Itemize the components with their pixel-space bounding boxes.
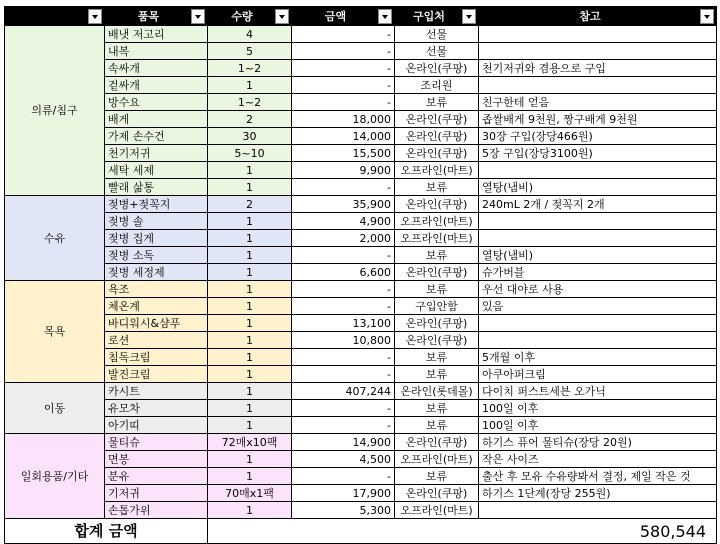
store-cell[interactable]: 오프라인(마트) (395, 502, 479, 519)
store-cell[interactable]: 보류 (395, 400, 479, 417)
item-cell[interactable]: 가제 손수건 (105, 128, 208, 145)
item-cell[interactable]: 발진크림 (105, 366, 208, 383)
category-cell[interactable]: 의류/침구 (5, 26, 105, 196)
amount-cell[interactable]: 13,100 (292, 315, 395, 332)
quantity-cell[interactable]: 1~2 (208, 94, 292, 111)
table-row (5, 230, 717, 247)
store-cell[interactable]: 오프라인(마트) (395, 451, 479, 468)
table-row (5, 332, 717, 349)
quantity-cell[interactable]: 1 (208, 213, 292, 230)
table-row (5, 366, 717, 383)
note-cell[interactable] (479, 162, 717, 179)
header-quantity: 수량 (208, 7, 292, 26)
amount-cell[interactable]: 407,244 (292, 383, 395, 400)
store-cell[interactable]: 온라인(쿠팡) (395, 60, 479, 77)
table-row (5, 94, 717, 111)
quantity-cell[interactable]: 1 (208, 366, 292, 383)
amount-cell[interactable]: - (292, 298, 395, 315)
table-row (5, 434, 717, 451)
header-amount: 금액 (292, 7, 395, 26)
quantity-cell[interactable]: 1 (208, 349, 292, 366)
quantity-cell[interactable]: 1 (208, 230, 292, 247)
note-cell[interactable]: 240mL 2개 / 젖꼭지 2개 (479, 196, 717, 213)
quantity-cell[interactable]: 2 (208, 196, 292, 213)
table-row (5, 128, 717, 145)
quantity-cell[interactable]: 1 (208, 332, 292, 349)
quantity-cell[interactable]: 1 (208, 502, 292, 519)
note-cell[interactable]: 100일 이후 (479, 400, 717, 417)
item-cell[interactable]: 배냇 저고리 (105, 26, 208, 43)
quantity-cell[interactable]: 1 (208, 451, 292, 468)
quantity-cell[interactable]: 1 (208, 468, 292, 485)
quantity-cell[interactable]: 4 (208, 26, 292, 43)
store-cell[interactable]: 온라인(쿠팡) (395, 434, 479, 451)
amount-cell[interactable]: 14,900 (292, 434, 395, 451)
table-row (5, 451, 717, 468)
store-cell[interactable]: 보류 (395, 94, 479, 111)
note-cell[interactable]: 5장 구입(장당3100원) (479, 145, 717, 162)
amount-cell[interactable]: 6,600 (292, 264, 395, 281)
amount-cell[interactable]: - (292, 349, 395, 366)
note-cell[interactable]: 30장 구입(장당466원) (479, 128, 717, 145)
category-cell[interactable]: 일회용품/기타 (5, 434, 105, 519)
note-cell[interactable] (479, 213, 717, 230)
item-cell[interactable]: 배게 (105, 111, 208, 128)
quantity-cell[interactable]: 1 (208, 417, 292, 434)
store-cell[interactable]: 온라인(쿠팡) (395, 315, 479, 332)
note-cell[interactable]: 다이치 퍼스트세븐 오가닉 (479, 383, 717, 400)
store-cell[interactable]: 온라인(쿠팡) (395, 485, 479, 502)
store-cell[interactable]: 선물 (395, 26, 479, 43)
item-cell[interactable]: 물티슈 (105, 434, 208, 451)
table-row (5, 247, 717, 264)
quantity-cell[interactable]: 72매x10팩 (208, 434, 292, 451)
quantity-cell[interactable]: 2 (208, 111, 292, 128)
note-cell[interactable]: 출산 후 모유 수유량봐서 결정, 제일 작은 것 (479, 468, 717, 485)
note-cell[interactable]: 하기스 1단계(장당 255원) (479, 485, 717, 502)
filter-dropdown-icon[interactable] (88, 9, 102, 24)
quantity-cell[interactable]: 1 (208, 264, 292, 281)
item-cell[interactable]: 젖병 집게 (105, 230, 208, 247)
amount-cell[interactable]: - (292, 417, 395, 434)
item-cell[interactable]: 욕조 (105, 281, 208, 298)
table-row (5, 77, 717, 94)
filter-dropdown-icon[interactable] (462, 9, 476, 24)
store-cell[interactable]: 보류 (395, 468, 479, 485)
table-row (5, 196, 717, 213)
quantity-cell[interactable]: 1 (208, 77, 292, 94)
amount-cell[interactable]: - (292, 94, 395, 111)
note-cell[interactable] (479, 26, 717, 43)
store-cell[interactable]: 보류 (395, 179, 479, 196)
item-cell[interactable]: 방수요 (105, 94, 208, 111)
amount-cell[interactable]: - (292, 60, 395, 77)
item-cell[interactable]: 분유 (105, 468, 208, 485)
quantity-cell[interactable]: 5~10 (208, 145, 292, 162)
amount-cell[interactable]: - (292, 400, 395, 417)
table-row (5, 162, 717, 179)
header-category (5, 7, 105, 26)
table-row (5, 298, 717, 315)
item-cell[interactable]: 침독크림 (105, 349, 208, 366)
amount-cell[interactable]: - (292, 77, 395, 94)
quantity-cell[interactable]: 1~2 (208, 60, 292, 77)
store-cell[interactable]: 구입안함 (395, 298, 479, 315)
note-cell[interactable]: 아쿠아퍼크림 (479, 366, 717, 383)
item-cell[interactable]: 면봉 (105, 451, 208, 468)
item-cell[interactable]: 빨래 삶통 (105, 179, 208, 196)
quantity-cell[interactable]: 5 (208, 43, 292, 60)
table-row (5, 468, 717, 485)
amount-cell[interactable]: 18,000 (292, 111, 395, 128)
note-cell[interactable] (479, 77, 717, 94)
store-cell[interactable]: 보류 (395, 247, 479, 264)
note-cell[interactable] (479, 502, 717, 519)
item-cell[interactable]: 젖병 솔 (105, 213, 208, 230)
table-row (5, 485, 717, 502)
item-cell[interactable]: 젖병 소독 (105, 247, 208, 264)
table-row (5, 264, 717, 281)
amount-cell[interactable]: 4,900 (292, 213, 395, 230)
amount-cell[interactable]: - (292, 26, 395, 43)
table-row (5, 145, 717, 162)
amount-cell[interactable]: 35,900 (292, 196, 395, 213)
quantity-cell[interactable]: 1 (208, 179, 292, 196)
item-cell[interactable]: 세탁 세제 (105, 162, 208, 179)
table-row (5, 315, 717, 332)
item-cell[interactable]: 속싸개 (105, 60, 208, 77)
note-cell[interactable] (479, 332, 717, 349)
total-row (5, 519, 717, 544)
filter-dropdown-icon[interactable] (700, 9, 714, 24)
total-label: 합계 금액 (5, 519, 208, 544)
note-cell[interactable]: 열탕(냄비) (479, 247, 717, 264)
store-cell[interactable]: 온라인(쿠팡) (395, 145, 479, 162)
quantity-cell[interactable]: 1 (208, 281, 292, 298)
note-cell[interactable]: 작은 사이즈 (479, 451, 717, 468)
note-cell[interactable]: 슈가버블 (479, 264, 717, 281)
category-cell[interactable]: 이동 (5, 383, 105, 434)
store-cell[interactable]: 온라인(쿠팡) (395, 196, 479, 213)
store-cell[interactable]: 조리원 (395, 77, 479, 94)
item-cell[interactable]: 바디워시&샴푸 (105, 315, 208, 332)
item-cell[interactable]: 젖병+젖꼭지 (105, 196, 208, 213)
amount-cell[interactable]: - (292, 366, 395, 383)
table-row (5, 43, 717, 60)
note-cell[interactable]: 하기스 퓨어 물티슈(장당 20원) (479, 434, 717, 451)
item-cell[interactable]: 천기저귀 (105, 145, 208, 162)
table-row (5, 179, 717, 196)
store-cell[interactable]: 온라인(롯데몰) (395, 383, 479, 400)
store-cell[interactable]: 온라인(쿠팡) (395, 111, 479, 128)
quantity-cell[interactable]: 1 (208, 298, 292, 315)
quantity-cell[interactable]: 1 (208, 400, 292, 417)
item-cell[interactable]: 젖병 세정제 (105, 264, 208, 281)
note-cell[interactable] (479, 230, 717, 247)
amount-cell[interactable]: 14,000 (292, 128, 395, 145)
header-item: 품목 (105, 7, 208, 26)
store-cell[interactable]: 온라인(쿠팡) (395, 264, 479, 281)
category-cell[interactable]: 수유 (5, 196, 105, 281)
header-note: 참고 (479, 7, 717, 26)
note-cell[interactable] (479, 43, 717, 60)
item-cell[interactable]: 유모차 (105, 400, 208, 417)
amount-cell[interactable]: - (292, 179, 395, 196)
amount-cell[interactable]: 5,300 (292, 502, 395, 519)
note-cell[interactable]: 좁쌀배게 9천원, 짱구배게 9천원 (479, 111, 717, 128)
item-cell[interactable]: 카시트 (105, 383, 208, 400)
item-cell[interactable]: 아기띠 (105, 417, 208, 434)
table-row (5, 60, 717, 77)
table-row (5, 349, 717, 366)
table-row (5, 26, 717, 43)
amount-cell[interactable]: 9,900 (292, 162, 395, 179)
store-cell[interactable]: 보류 (395, 281, 479, 298)
quantity-cell[interactable]: 1 (208, 162, 292, 179)
table-row (5, 213, 717, 230)
total-value: 580,544 (208, 519, 717, 544)
amount-cell[interactable]: - (292, 468, 395, 485)
amount-cell[interactable]: 2,000 (292, 230, 395, 247)
quantity-cell[interactable]: 1 (208, 247, 292, 264)
table-row (5, 111, 717, 128)
amount-cell[interactable]: - (292, 281, 395, 298)
amount-cell[interactable]: 10,800 (292, 332, 395, 349)
item-cell[interactable]: 손톱가위 (105, 502, 208, 519)
amount-cell[interactable]: - (292, 43, 395, 60)
store-cell[interactable]: 온라인(쿠팡) (395, 128, 479, 145)
filter-dropdown-icon[interactable] (191, 9, 205, 24)
category-cell[interactable]: 목욕 (5, 281, 105, 383)
note-cell[interactable]: 100일 이후 (479, 417, 717, 434)
note-cell[interactable]: 친구한테 얻음 (479, 94, 717, 111)
note-cell[interactable]: 우선 대야로 사용 (479, 281, 717, 298)
store-cell[interactable]: 선물 (395, 43, 479, 60)
store-cell[interactable]: 보류 (395, 366, 479, 383)
header-store: 구입처 (395, 7, 479, 26)
table-row (5, 383, 717, 400)
note-cell[interactable]: 천기저귀와 겸용으로 구입 (479, 60, 717, 77)
quantity-cell[interactable]: 1 (208, 383, 292, 400)
amount-cell[interactable]: 4,500 (292, 451, 395, 468)
quantity-cell[interactable]: 70매x1팩 (208, 485, 292, 502)
note-cell[interactable]: 열탕(냄비) (479, 179, 717, 196)
item-cell[interactable]: 로션 (105, 332, 208, 349)
table-row (5, 417, 717, 434)
item-cell[interactable]: 겉싸개 (105, 77, 208, 94)
store-cell[interactable]: 온라인(쿠팡) (395, 332, 479, 349)
shopping-table (4, 6, 717, 544)
table-row (5, 502, 717, 519)
table-row (5, 400, 717, 417)
note-cell[interactable]: 있음 (479, 298, 717, 315)
amount-cell[interactable]: 15,500 (292, 145, 395, 162)
filter-dropdown-icon[interactable] (378, 9, 392, 24)
store-cell[interactable]: 보류 (395, 417, 479, 434)
store-cell[interactable]: 오프라인(마트) (395, 213, 479, 230)
store-cell[interactable]: 오프라인(마트) (395, 162, 479, 179)
item-cell[interactable]: 체온계 (105, 298, 208, 315)
store-cell[interactable]: 오프라인(마트) (395, 230, 479, 247)
table-row (5, 281, 717, 298)
quantity-cell[interactable]: 30 (208, 128, 292, 145)
note-cell[interactable]: 5개월 이후 (479, 349, 717, 366)
header-row (5, 7, 717, 26)
store-cell[interactable]: 보류 (395, 349, 479, 366)
amount-cell[interactable]: - (292, 247, 395, 264)
item-cell[interactable]: 내복 (105, 43, 208, 60)
quantity-cell[interactable]: 1 (208, 315, 292, 332)
item-cell[interactable]: 기저귀 (105, 485, 208, 502)
filter-dropdown-icon[interactable] (275, 9, 289, 24)
amount-cell[interactable]: 17,900 (292, 485, 395, 502)
note-cell[interactable] (479, 315, 717, 332)
